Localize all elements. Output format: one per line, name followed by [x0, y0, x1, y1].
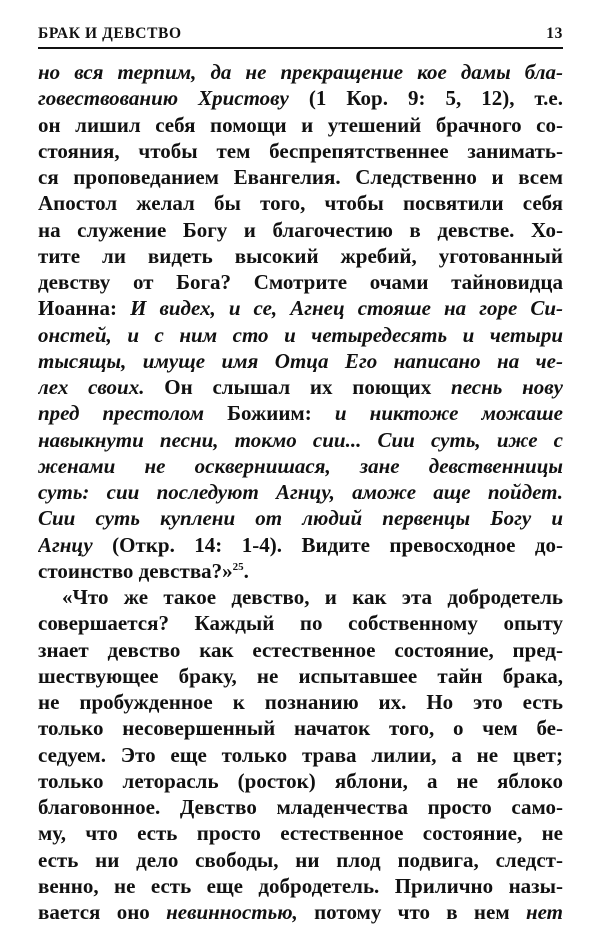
- text-run: стояния, чтобы тем беспрепятственнее занимать-: [38, 138, 563, 163]
- text-line: [38, 637, 563, 663]
- text-line: [38, 558, 563, 584]
- text-line: [38, 610, 563, 636]
- running-header: [38, 19, 563, 43]
- italic-text: говествованию Христову: [38, 86, 289, 111]
- italic-text: тысящы, имуще имя Отца Его написано на че-: [38, 348, 563, 373]
- text-line: [38, 400, 563, 426]
- italic-text: навыкнути песни, токмо сии... Сии суть, иже с: [38, 427, 563, 452]
- italic-text: женами не осквернишася, зане девственницы: [38, 453, 563, 478]
- text-line: [38, 715, 563, 741]
- text-line: [38, 532, 563, 558]
- text-line: [38, 689, 563, 715]
- italic-text: суть: сии последуют Агнцу, аможе аще пойдет.: [38, 480, 563, 504]
- italic-text: лех своих.: [38, 375, 145, 399]
- header-rule: [38, 47, 563, 49]
- text-line: [38, 873, 563, 899]
- text-line: [38, 348, 563, 374]
- text-line: [38, 479, 563, 505]
- text-run: .: [243, 558, 249, 583]
- text-run: Он слышал их поющих: [144, 375, 452, 399]
- text-line: [38, 505, 563, 531]
- italic-text: Агнцу: [38, 532, 93, 557]
- text-line: [38, 322, 563, 348]
- text-line: [38, 820, 563, 846]
- text-run: только несовершенный начаток того, о чем бе-: [38, 716, 563, 741]
- italic-text: И видех, и се, Агнец стояше на горе Си-: [130, 296, 563, 321]
- italic-text: Сии суть куплени от людий первенцы Богу и: [38, 506, 563, 531]
- text-line: [38, 663, 563, 689]
- text-run: знает девство как естественное состояние, пред-: [38, 637, 563, 662]
- text-run: совершается? Каждый по собственному опыту: [38, 611, 563, 636]
- text-line: [38, 794, 563, 820]
- text-line: [38, 374, 563, 400]
- text-run: вается оно: [38, 900, 167, 924]
- text-run: Иоанна:: [38, 296, 131, 321]
- text-line: [38, 164, 563, 190]
- footnote-ref: 25: [232, 560, 244, 573]
- italic-text: песнь нову: [451, 375, 563, 399]
- text-run: тите ли видеть высокий жребий, уготованный: [38, 243, 563, 268]
- text-run: седуем. Это еще только трава лилии, а не цвет;: [38, 742, 563, 767]
- text-line: [38, 112, 563, 138]
- text-run: «Что же такое девство, и как эта добродетель: [62, 585, 563, 609]
- text-run: девству от Бога? Смотрите очами тайновидца: [38, 270, 563, 294]
- text-run: ся проповеданием Евангелия. Следственно и всем: [38, 165, 563, 189]
- text-run: благовонное. Девство младенчества просто само-: [38, 795, 563, 819]
- text-run: Апостол желал бы того, чтобы посвятили себя: [38, 191, 563, 216]
- text-line: [38, 427, 563, 453]
- text-line: [38, 847, 563, 873]
- page-number: 13: [546, 25, 563, 42]
- text-run: венно, не есть еще добродетель. Прилично назы-: [38, 873, 563, 898]
- text-line: [38, 768, 563, 794]
- text-run: только леторасль (росток) яблони, а не яблоко: [38, 768, 563, 793]
- text-run: (Откр. 14: 1-4). Видите превосходное до-: [92, 532, 563, 557]
- italic-text: нет: [525, 900, 563, 924]
- italic-text: но вся терпим, да не прекращение кое дамы бла-: [38, 60, 563, 84]
- text-line: [38, 269, 563, 295]
- text-run: стоинство девства?»: [38, 558, 233, 583]
- text-run: он лишил себя помощи и утешений брачного со-: [38, 112, 563, 137]
- running-title: БРАК И ДЕВСТВО: [38, 25, 182, 42]
- italic-text: онстей, и с ним сто и четыредесять и четыри: [38, 322, 563, 347]
- text-run: не пробужденное к познанию их. Но это есть: [38, 690, 563, 714]
- text-line: [38, 453, 563, 479]
- text-line: [38, 584, 563, 610]
- text-line: [38, 138, 563, 164]
- text-run: потому что в нем: [297, 900, 526, 924]
- text-line: [38, 295, 563, 321]
- text-line: [38, 217, 563, 243]
- text-line: [38, 190, 563, 216]
- text-line: [38, 243, 563, 269]
- italic-text: и никтоже можаше: [334, 401, 563, 426]
- text-line: [38, 59, 563, 85]
- text-run: Божиим:: [203, 401, 335, 426]
- text-line: [38, 742, 563, 768]
- text-run: есть ни дело свободы, ни плод подвига, следст-: [38, 847, 563, 872]
- text-run: (1 Кор. 9: 5, 12), т.е.: [288, 86, 563, 111]
- text-run: на служение Богу и благочестию в девстве. Хо-: [38, 217, 563, 242]
- text-run: шествующее браку, не испытавшее тайн брака,: [38, 663, 563, 688]
- italic-text: невинностью,: [166, 900, 298, 924]
- text-run: му, что есть просто естественное состояние, не: [38, 821, 563, 846]
- italic-text: пред престолом: [38, 401, 204, 426]
- text-line: [38, 85, 563, 111]
- body-text: [38, 59, 563, 925]
- text-line: [38, 899, 563, 925]
